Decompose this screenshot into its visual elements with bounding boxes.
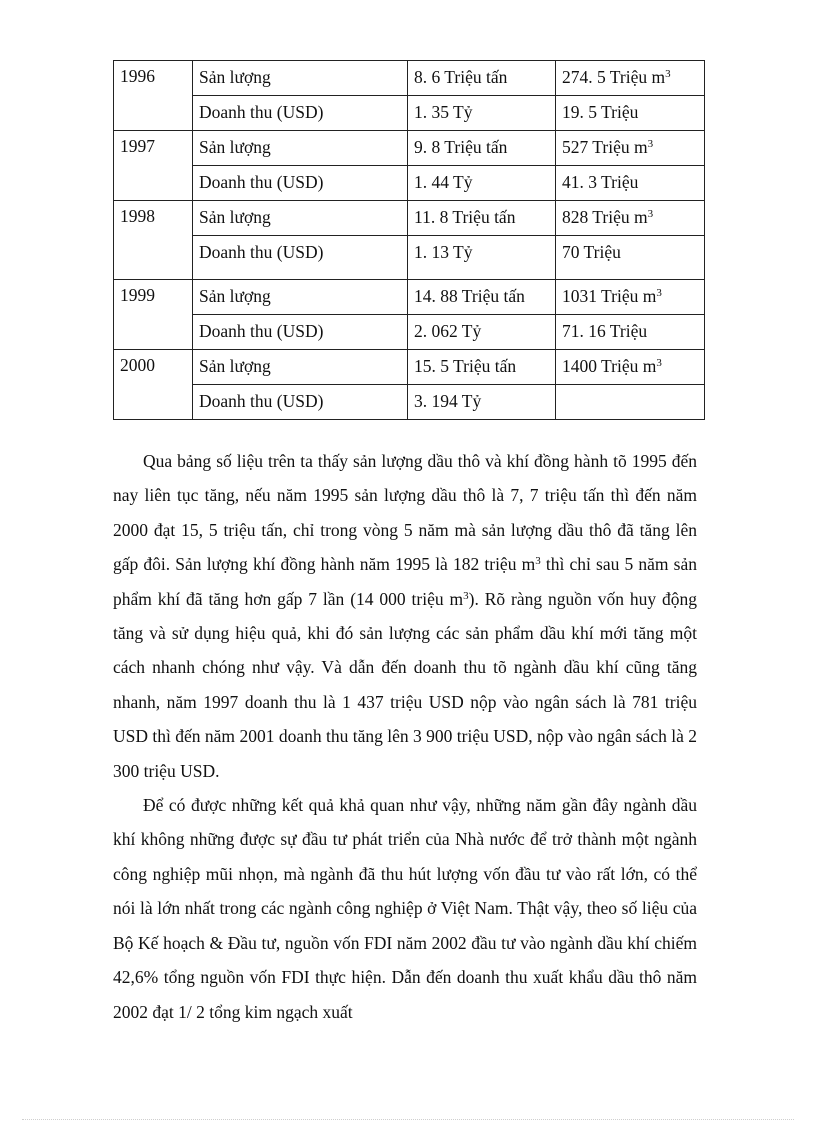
gas-value-cell [556,280,705,315]
unit-superscript: 3 [647,138,654,150]
gas-value-cell [556,385,705,420]
unit-superscript: 3 [656,287,662,299]
gas-value-cell: 19. 5 Triệu [556,96,705,131]
table-row [114,61,705,96]
table-row [114,280,705,315]
gas-value-cell [556,61,705,96]
oil-value-cell: 1. 35 Tỷ [408,96,556,131]
paragraph-1-part-3: ). Rõ ràng nguồn vốn huy động tăng và sử dụng hiệu quả, khi đó sản lượng các sản phẩm dầu khí mới tăng một cách nhanh chóng như vậy. Và dẫn đến doanh thu tõ ngành dầu khí cũng tăng nhanh, năm 1997 doanh thu là 1 437 triệu USD nộp vào ngân sách là 781 triệu USD thì đến năm 2001 doanh thu tăng lên 3 900 triệu USD, nộp vào ngân sách là 2 300 triệu USD. [113,588,697,781]
oil-value-cell: 15. 5 Triệu tấn [408,350,556,385]
metric-cell: Doanh thu (USD) [193,166,408,201]
year-cell: 1999 [114,280,193,350]
year-cell: 2000 [114,350,193,420]
unit-superscript: 3 [665,68,671,80]
table-row [114,350,705,385]
gas-value-text: 527 Triệu m [562,137,648,157]
unit-superscript: 3 [463,589,469,602]
paragraph-1-part-2: thì chỉ sau 5 năm sản phẩm khí đã tăng hơn gấp 7 lần (14 000 triệu m [113,554,697,609]
oil-value-cell: 1. 44 Tỷ [408,166,556,201]
gas-value-cell [556,201,705,236]
body-text [113,444,697,1029]
metric-cell: Doanh thu (USD) [193,236,408,280]
unit-superscript: 3 [647,208,654,220]
year-cell: 1996 [114,61,193,131]
oil-value-cell: 8. 6 Triệu tấn [408,61,556,96]
table-row [114,236,705,280]
table-row [114,96,705,131]
oil-value-cell: 11. 8 Triệu tấn [408,201,556,236]
metric-cell: Sản lượng [193,61,408,96]
gas-value-text: 1400 Triệu m [562,356,657,376]
unit-superscript: 3 [535,555,541,568]
metric-cell: Sản lượng [193,350,408,385]
oil-gas-data-table [113,60,705,420]
gas-value-cell [556,350,705,385]
metric-cell: Doanh thu (USD) [193,385,408,420]
gas-value-cell: 70 Triệu [556,236,705,280]
oil-value-cell: 1. 13 Tỷ [408,236,556,280]
page-bottom-rule [22,1119,794,1120]
paragraph-1-part-1: Qua bảng số liệu trên ta thấy sản lượng dầu thô và khí đồng hành tõ 1995 đến nay liên tục tăng, nếu năm 1995 sản lượng dầu thô là 7, 7 triệu tấn thì đến năm 2000 đạt 15, 5 triệu tấn, chỉ trong vòng 5 năm mà sản lượng dầu thô đã tăng lên gấp đôi. Sản lượng khí đồng hành năm 1995 là 182 triệu m [113,451,697,575]
metric-cell: Sản lượng [193,280,408,315]
unit-superscript: 3 [656,357,662,369]
metric-cell: Sản lượng [193,201,408,236]
table-row [114,385,705,420]
gas-value-text: 828 Triệu m [562,207,648,227]
year-cell: 1997 [114,131,193,201]
gas-value-cell: 71. 16 Triệu [556,315,705,350]
year-cell: 1998 [114,201,193,280]
metric-cell: Sản lượng [193,131,408,166]
paragraph-2: Để có được những kết quả khả quan như vậy, những năm gần đây ngành dầu khí không những được sự đầu tư phát triển của Nhà nước để trở thành một ngành công nghiệp mũi nhọn, mà ngành đã thu hút lượng vốn đầu tư vào rất lớn, có thể nói là lớn nhất trong các ngành công nghiệp ở Việt Nam. Thật vậy, theo số liệu của Bộ Kế hoạch & Đầu tư, nguồn vốn FDI năm 2002 đầu tư vào ngành dầu khí chiếm 42,6% tổng nguồn vốn FDI thực hiện. Dẫn đến doanh thu xuất khẩu dầu thô năm 2002 đạt 1/ 2 tổng kim ngạch xuất [113,795,697,1022]
gas-value-text: 1031 Triệu m [562,286,657,306]
oil-value-cell: 3. 194 Tỷ [408,385,556,420]
oil-value-cell: 14. 88 Triệu tấn [408,280,556,315]
gas-value-text: 274. 5 Triệu m [562,67,666,87]
table-row [114,201,705,236]
table-row [114,166,705,201]
paragraph-1 [113,444,697,788]
oil-value-cell: 9. 8 Triệu tấn [408,131,556,166]
table-row [114,315,705,350]
metric-cell: Doanh thu (USD) [193,315,408,350]
table-row [114,131,705,166]
oil-value-cell: 2. 062 Tỷ [408,315,556,350]
gas-value-cell: 41. 3 Triệu [556,166,705,201]
metric-cell: Doanh thu (USD) [193,96,408,131]
gas-value-cell [556,131,705,166]
